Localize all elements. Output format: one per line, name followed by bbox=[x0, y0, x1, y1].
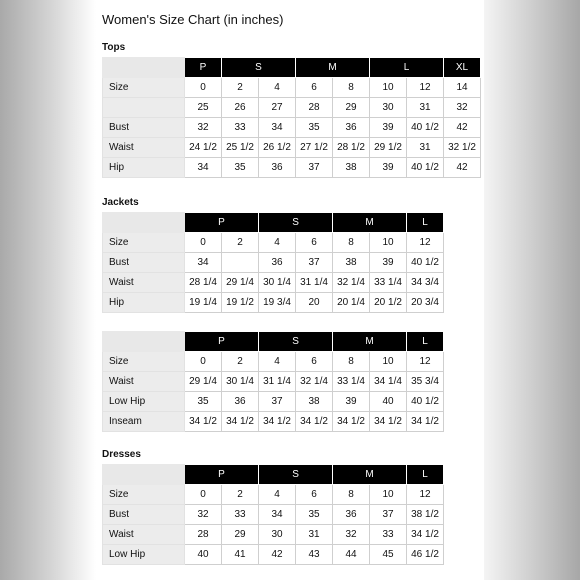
measurement-cell: 35 bbox=[222, 158, 259, 178]
measurement-cell: 34 bbox=[185, 253, 222, 273]
size-header-row bbox=[103, 213, 444, 233]
measurement-cell: 35 bbox=[296, 505, 333, 525]
measurement-cell: 44 bbox=[333, 545, 370, 565]
measurement-cell: 12 bbox=[407, 233, 444, 253]
row-label: Hip bbox=[103, 293, 185, 313]
measurement-cell: 37 bbox=[370, 505, 407, 525]
measurement-cell: 20 1/4 bbox=[333, 293, 370, 313]
measurement-cell: 45 bbox=[370, 545, 407, 565]
table-row bbox=[103, 138, 481, 158]
measurement-cell: 29 1/2 bbox=[370, 138, 407, 158]
measurement-cell: 20 3/4 bbox=[407, 293, 444, 313]
row-label: Waist bbox=[103, 138, 185, 158]
measurement-cell: 14 bbox=[444, 78, 481, 98]
measurement-cell: 35 3/4 bbox=[407, 372, 444, 392]
measurement-cell: 19 1/2 bbox=[222, 293, 259, 313]
measurement-cell: 34 bbox=[259, 118, 296, 138]
size-group-header: P bbox=[185, 465, 259, 485]
measurement-cell: 2 bbox=[222, 78, 259, 98]
measurement-cell: 38 bbox=[296, 392, 333, 412]
measurement-cell: 20 bbox=[296, 293, 333, 313]
measurement-cell: 4 bbox=[259, 78, 296, 98]
measurement-cell: 32 bbox=[185, 118, 222, 138]
size-group-header: S bbox=[259, 465, 333, 485]
measurement-cell: 35 bbox=[296, 118, 333, 138]
measurement-cell: 36 bbox=[222, 392, 259, 412]
measurement-cell: 30 1/4 bbox=[222, 372, 259, 392]
measurement-cell: 12 bbox=[407, 78, 444, 98]
row-label: Bust bbox=[103, 118, 185, 138]
table-row bbox=[103, 78, 481, 98]
measurement-cell: 31 bbox=[296, 525, 333, 545]
measurement-cell: 27 bbox=[259, 98, 296, 118]
size-group-header: M bbox=[296, 58, 370, 78]
row-label: Size bbox=[103, 485, 185, 505]
row-label: Bust bbox=[103, 505, 185, 525]
measurement-cell: 42 bbox=[444, 118, 481, 138]
header-corner-cell bbox=[103, 213, 185, 233]
measurement-cell: 43 bbox=[296, 545, 333, 565]
measurement-cell: 38 bbox=[333, 158, 370, 178]
row-label: Bust bbox=[103, 253, 185, 273]
measurement-cell: 29 1/4 bbox=[185, 372, 222, 392]
measurement-cell: 10 bbox=[370, 78, 407, 98]
measurement-cell: 39 bbox=[370, 118, 407, 138]
dresses-size-table bbox=[102, 464, 444, 565]
measurement-cell: 4 bbox=[259, 233, 296, 253]
measurement-cell: 20 1/2 bbox=[370, 293, 407, 313]
size-group-header: P bbox=[185, 58, 222, 78]
size-group-header: S bbox=[222, 58, 296, 78]
row-label: Low Hip bbox=[103, 545, 185, 565]
measurement-cell: 39 bbox=[370, 253, 407, 273]
measurement-cell: 34 3/4 bbox=[407, 273, 444, 293]
measurement-cell: 12 bbox=[407, 352, 444, 372]
measurement-cell: 36 bbox=[333, 118, 370, 138]
measurement-cell: 40 1/2 bbox=[407, 118, 444, 138]
measurement-cell: 2 bbox=[222, 233, 259, 253]
measurement-cell: 25 bbox=[185, 98, 222, 118]
measurement-cell: 34 1/2 bbox=[333, 412, 370, 432]
measurement-cell: 30 1/4 bbox=[259, 273, 296, 293]
bottoms-size-table bbox=[102, 331, 444, 432]
table-row bbox=[103, 372, 444, 392]
measurement-cell: 32 bbox=[185, 505, 222, 525]
measurement-cell: 4 bbox=[259, 485, 296, 505]
size-group-header: P bbox=[185, 213, 259, 233]
size-group-header: S bbox=[259, 332, 333, 352]
row-label: Size bbox=[103, 233, 185, 253]
size-group-header: L bbox=[407, 213, 444, 233]
measurement-cell: 40 bbox=[370, 392, 407, 412]
measurement-cell: 41 bbox=[222, 545, 259, 565]
header-corner-cell bbox=[103, 465, 185, 485]
measurement-cell: 32 1/4 bbox=[333, 273, 370, 293]
measurement-cell: 34 1/2 bbox=[259, 412, 296, 432]
measurement-cell: 25 1/2 bbox=[222, 138, 259, 158]
measurement-cell: 39 bbox=[370, 158, 407, 178]
measurement-cell: 32 1/4 bbox=[296, 372, 333, 392]
measurement-cell: 33 bbox=[222, 505, 259, 525]
measurement-cell: 33 bbox=[222, 118, 259, 138]
measurement-cell: 34 1/2 bbox=[370, 412, 407, 432]
measurement-cell: 10 bbox=[370, 485, 407, 505]
measurement-cell: 29 bbox=[333, 98, 370, 118]
measurement-cell: 33 1/4 bbox=[333, 372, 370, 392]
size-group-header: L bbox=[370, 58, 444, 78]
measurement-cell: 38 bbox=[333, 253, 370, 273]
measurement-cell: 40 bbox=[185, 545, 222, 565]
measurement-cell: 31 bbox=[407, 98, 444, 118]
row-label: Hip bbox=[103, 158, 185, 178]
measurement-cell: 30 bbox=[370, 98, 407, 118]
size-header-row bbox=[103, 58, 481, 78]
tops-size-table bbox=[102, 57, 481, 178]
measurement-cell: 34 1/4 bbox=[370, 372, 407, 392]
size-group-header: XL bbox=[444, 58, 481, 78]
measurement-cell: 8 bbox=[333, 233, 370, 253]
measurement-cell: 8 bbox=[333, 485, 370, 505]
measurement-cell: 8 bbox=[333, 78, 370, 98]
table-row bbox=[103, 545, 444, 565]
measurement-cell: 4 bbox=[259, 352, 296, 372]
measurement-cell: 26 1/2 bbox=[259, 138, 296, 158]
measurement-cell: 37 bbox=[296, 253, 333, 273]
page-title: Women's Size Chart (in inches) bbox=[102, 12, 284, 27]
table-row bbox=[103, 273, 444, 293]
table-row bbox=[103, 233, 444, 253]
size-group-header: M bbox=[333, 465, 407, 485]
measurement-cell: 24 1/2 bbox=[185, 138, 222, 158]
measurement-cell: 29 bbox=[222, 525, 259, 545]
measurement-cell: 2 bbox=[222, 485, 259, 505]
measurement-cell: 0 bbox=[185, 352, 222, 372]
table-row bbox=[103, 98, 481, 118]
size-group-header: L bbox=[407, 332, 444, 352]
section-title-jackets: Jackets bbox=[102, 197, 139, 208]
table-row bbox=[103, 525, 444, 545]
measurement-cell: 0 bbox=[185, 485, 222, 505]
measurement-cell: 33 bbox=[370, 525, 407, 545]
header-corner-cell bbox=[103, 332, 185, 352]
row-label bbox=[103, 98, 185, 118]
measurement-cell: 39 bbox=[333, 392, 370, 412]
table-row bbox=[103, 505, 444, 525]
measurement-cell: 0 bbox=[185, 78, 222, 98]
measurement-cell: 37 bbox=[296, 158, 333, 178]
background-right bbox=[482, 0, 580, 580]
measurement-cell: 32 bbox=[444, 98, 481, 118]
measurement-cell: 42 bbox=[259, 545, 296, 565]
section-title-dresses: Dresses bbox=[102, 449, 141, 460]
measurement-cell: 46 1/2 bbox=[407, 545, 444, 565]
measurement-cell: 30 bbox=[259, 525, 296, 545]
row-label: Waist bbox=[103, 273, 185, 293]
row-label: Waist bbox=[103, 372, 185, 392]
row-label: Size bbox=[103, 352, 185, 372]
measurement-cell: 12 bbox=[407, 485, 444, 505]
table-row bbox=[103, 158, 481, 178]
size-group-header: P bbox=[185, 332, 259, 352]
size-group-header: M bbox=[333, 213, 407, 233]
measurement-cell: 2 bbox=[222, 352, 259, 372]
measurement-cell: 8 bbox=[333, 352, 370, 372]
measurement-cell: 34 1/2 bbox=[296, 412, 333, 432]
row-label: Inseam bbox=[103, 412, 185, 432]
table-row bbox=[103, 392, 444, 412]
measurement-cell: 31 bbox=[407, 138, 444, 158]
jackets-size-table bbox=[102, 212, 444, 313]
measurement-cell: 27 1/2 bbox=[296, 138, 333, 158]
measurement-cell: 34 1/2 bbox=[407, 412, 444, 432]
background-left bbox=[0, 0, 96, 580]
measurement-cell: 0 bbox=[185, 233, 222, 253]
size-header-row bbox=[103, 332, 444, 352]
measurement-cell: 6 bbox=[296, 233, 333, 253]
row-label: Waist bbox=[103, 525, 185, 545]
measurement-cell: 10 bbox=[370, 352, 407, 372]
measurement-cell: 6 bbox=[296, 352, 333, 372]
measurement-cell: 32 bbox=[333, 525, 370, 545]
size-group-header: S bbox=[259, 213, 333, 233]
measurement-cell: 36 bbox=[259, 158, 296, 178]
table-row bbox=[103, 412, 444, 432]
table-row bbox=[103, 485, 444, 505]
size-group-header: L bbox=[407, 465, 444, 485]
measurement-cell: 42 bbox=[444, 158, 481, 178]
measurement-cell: 34 1/2 bbox=[185, 412, 222, 432]
measurement-cell: 34 bbox=[185, 158, 222, 178]
measurement-cell: 31 1/4 bbox=[259, 372, 296, 392]
measurement-cell: 29 1/4 bbox=[222, 273, 259, 293]
measurement-cell: 19 1/4 bbox=[185, 293, 222, 313]
measurement-cell: 37 bbox=[259, 392, 296, 412]
measurement-cell: 34 1/2 bbox=[222, 412, 259, 432]
measurement-cell: 33 1/4 bbox=[370, 273, 407, 293]
measurement-cell: 34 bbox=[259, 505, 296, 525]
size-header-row bbox=[103, 465, 444, 485]
measurement-cell: 40 1/2 bbox=[407, 253, 444, 273]
table-row bbox=[103, 352, 444, 372]
measurement-cell: 19 3/4 bbox=[259, 293, 296, 313]
measurement-cell: 10 bbox=[370, 233, 407, 253]
measurement-cell: 28 1/2 bbox=[333, 138, 370, 158]
size-group-header: M bbox=[333, 332, 407, 352]
measurement-cell: 28 1/4 bbox=[185, 273, 222, 293]
measurement-cell: 31 1/4 bbox=[296, 273, 333, 293]
measurement-cell: 36 bbox=[259, 253, 296, 273]
measurement-cell: 32 1/2 bbox=[444, 138, 481, 158]
measurement-cell: 6 bbox=[296, 485, 333, 505]
measurement-cell: 40 1/2 bbox=[407, 392, 444, 412]
measurement-cell: 40 1/2 bbox=[407, 158, 444, 178]
measurement-cell: 38 1/2 bbox=[407, 505, 444, 525]
row-label: Low Hip bbox=[103, 392, 185, 412]
measurement-cell: 26 bbox=[222, 98, 259, 118]
section-title-tops: Tops bbox=[102, 42, 126, 53]
table-row bbox=[103, 253, 444, 273]
measurement-cell: 28 bbox=[296, 98, 333, 118]
measurement-cell bbox=[222, 253, 259, 273]
measurement-cell: 34 1/2 bbox=[407, 525, 444, 545]
header-corner-cell bbox=[103, 58, 185, 78]
measurement-cell: 28 bbox=[185, 525, 222, 545]
table-row bbox=[103, 293, 444, 313]
table-row bbox=[103, 118, 481, 138]
measurement-cell: 36 bbox=[333, 505, 370, 525]
row-label: Size bbox=[103, 78, 185, 98]
measurement-cell: 6 bbox=[296, 78, 333, 98]
measurement-cell: 35 bbox=[185, 392, 222, 412]
